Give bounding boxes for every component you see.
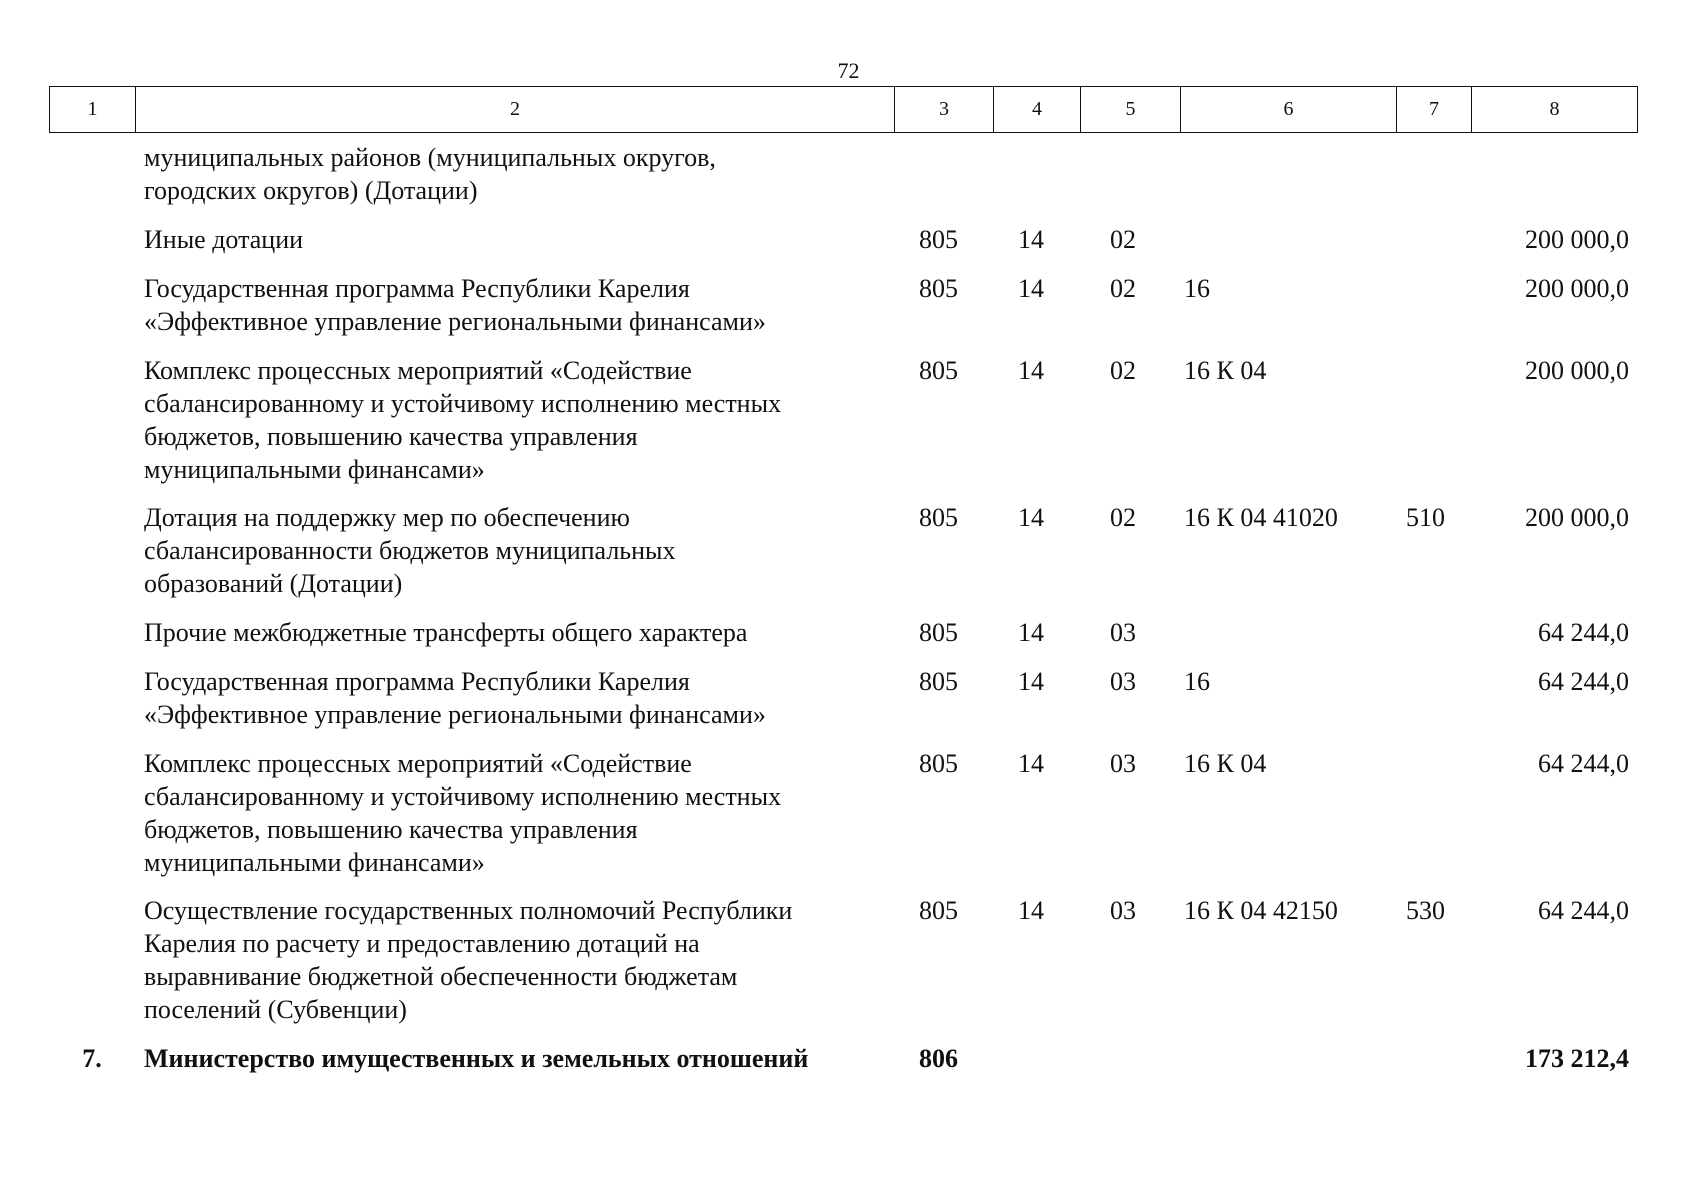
column-header-5: 5 xyxy=(1081,87,1181,133)
column-header-4: 4 xyxy=(994,87,1081,133)
amount: 200 000,0 xyxy=(1525,274,1629,303)
subsection-code: 03 xyxy=(1110,896,1136,925)
row-name-line: бюджетов, повышению качества управления xyxy=(144,815,638,844)
ministry-code: 805 xyxy=(919,749,958,778)
row-name-line: бюджетов, повышению качества управления xyxy=(144,422,638,451)
column-header-2: 2 xyxy=(136,87,895,133)
row-name xyxy=(144,223,904,256)
column-header-1: 1 xyxy=(50,87,136,133)
column-header-3: 3 xyxy=(895,87,994,133)
column-header-8: 8 xyxy=(1472,87,1638,133)
row-name-line: Иные дотации xyxy=(144,225,304,254)
row-name xyxy=(144,747,904,879)
row-name xyxy=(144,1042,904,1075)
page-number: 72 xyxy=(837,58,860,83)
row-name xyxy=(144,616,904,649)
expense-type-code: 510 xyxy=(1406,503,1445,532)
row-number: 7. xyxy=(82,1044,102,1073)
amount: 200 000,0 xyxy=(1525,356,1629,385)
row-name-line: муниципальных районов (муниципальных округов, xyxy=(144,143,716,172)
section-code: 14 xyxy=(1018,225,1044,254)
subsection-code: 02 xyxy=(1110,503,1136,532)
section-code: 14 xyxy=(1018,356,1044,385)
column-header-table xyxy=(49,86,1638,133)
row-name-line: выравнивание бюджетной обеспеченности бюджетам xyxy=(144,962,738,991)
amount: 173 212,4 xyxy=(1525,1044,1629,1073)
target-article-code: 16 xyxy=(1184,667,1210,696)
row-name-line: «Эффективное управление региональными финансами» xyxy=(144,700,766,729)
amount: 64 244,0 xyxy=(1538,896,1629,925)
table-row xyxy=(49,894,1637,1026)
target-article-code: 16 К 04 xyxy=(1184,749,1267,778)
row-name-line: образований (Дотации) xyxy=(144,569,403,598)
section-code: 14 xyxy=(1018,667,1044,696)
row-name-line: «Эффективное управление региональными финансами» xyxy=(144,307,766,336)
section-code: 14 xyxy=(1018,896,1044,925)
row-name xyxy=(144,272,904,338)
amount: 64 244,0 xyxy=(1538,618,1629,647)
subsection-code: 03 xyxy=(1110,749,1136,778)
row-name-line: сбалансированному и устойчивому исполнению местных xyxy=(144,389,782,418)
ministry-code: 805 xyxy=(919,274,958,303)
target-article-code: 16 К 04 41020 xyxy=(1184,503,1338,532)
row-name-line: городских округов) (Дотации) xyxy=(144,176,478,205)
amount: 64 244,0 xyxy=(1538,749,1629,778)
row-name-line: Государственная программа Республики Карелия xyxy=(144,667,690,696)
row-name-line: поселений (Субвенции) xyxy=(144,995,407,1024)
row-name-line: Осуществление государственных полномочий Республики xyxy=(144,896,793,925)
amount: 200 000,0 xyxy=(1525,225,1629,254)
ministry-code: 805 xyxy=(919,225,958,254)
section-code: 14 xyxy=(1018,618,1044,647)
section-code: 14 xyxy=(1018,274,1044,303)
table-row xyxy=(49,354,1637,486)
section-code: 14 xyxy=(1018,749,1044,778)
target-article-code: 16 К 04 42150 xyxy=(1184,896,1338,925)
table-row xyxy=(49,501,1637,600)
table-row xyxy=(49,223,1637,256)
row-name xyxy=(144,141,904,207)
table-row xyxy=(49,272,1637,338)
row-name-line: муниципальными финансами» xyxy=(144,848,485,877)
row-name-line: сбалансированности бюджетов муниципальных xyxy=(144,536,676,565)
row-name-line: Дотация на поддержку мер по обеспечению xyxy=(144,503,630,532)
column-header-7: 7 xyxy=(1397,87,1472,133)
subsection-code: 02 xyxy=(1110,225,1136,254)
ministry-code: 805 xyxy=(919,896,958,925)
table-row xyxy=(49,747,1637,879)
table-row xyxy=(49,616,1637,649)
row-name-line: Комплекс процессных мероприятий «Содействие xyxy=(144,749,692,778)
row-name xyxy=(144,354,904,486)
table-row xyxy=(49,141,1637,207)
ministry-code: 806 xyxy=(919,1044,958,1073)
table-row xyxy=(49,1042,1637,1075)
subsection-code: 03 xyxy=(1110,618,1136,647)
budget-rows xyxy=(49,141,1637,1075)
subsection-code: 03 xyxy=(1110,667,1136,696)
table-row xyxy=(49,665,1637,731)
subsection-code: 02 xyxy=(1110,356,1136,385)
row-name-line: Министерство имущественных и земельных отношений xyxy=(144,1044,809,1073)
ministry-code: 805 xyxy=(919,667,958,696)
row-name-line: Прочие межбюджетные трансферты общего характера xyxy=(144,618,748,647)
ministry-code: 805 xyxy=(919,503,958,532)
target-article-code: 16 xyxy=(1184,274,1210,303)
row-name-line: Комплекс процессных мероприятий «Содействие xyxy=(144,356,692,385)
row-name xyxy=(144,501,904,600)
row-name-line: муниципальными финансами» xyxy=(144,455,485,484)
expense-type-code: 530 xyxy=(1406,896,1445,925)
ministry-code: 805 xyxy=(919,618,958,647)
target-article-code: 16 К 04 xyxy=(1184,356,1267,385)
subsection-code: 02 xyxy=(1110,274,1136,303)
amount: 64 244,0 xyxy=(1538,667,1629,696)
row-name xyxy=(144,665,904,731)
amount: 200 000,0 xyxy=(1525,503,1629,532)
row-name xyxy=(144,894,904,1026)
row-name-line: сбалансированному и устойчивому исполнению местных xyxy=(144,782,782,811)
row-name-line: Карелия по расчету и предоставлению дотаций на xyxy=(144,929,700,958)
column-header-row xyxy=(50,87,1638,133)
column-header-6: 6 xyxy=(1181,87,1397,133)
section-code: 14 xyxy=(1018,503,1044,532)
row-name-line: Государственная программа Республики Карелия xyxy=(144,274,690,303)
ministry-code: 805 xyxy=(919,356,958,385)
